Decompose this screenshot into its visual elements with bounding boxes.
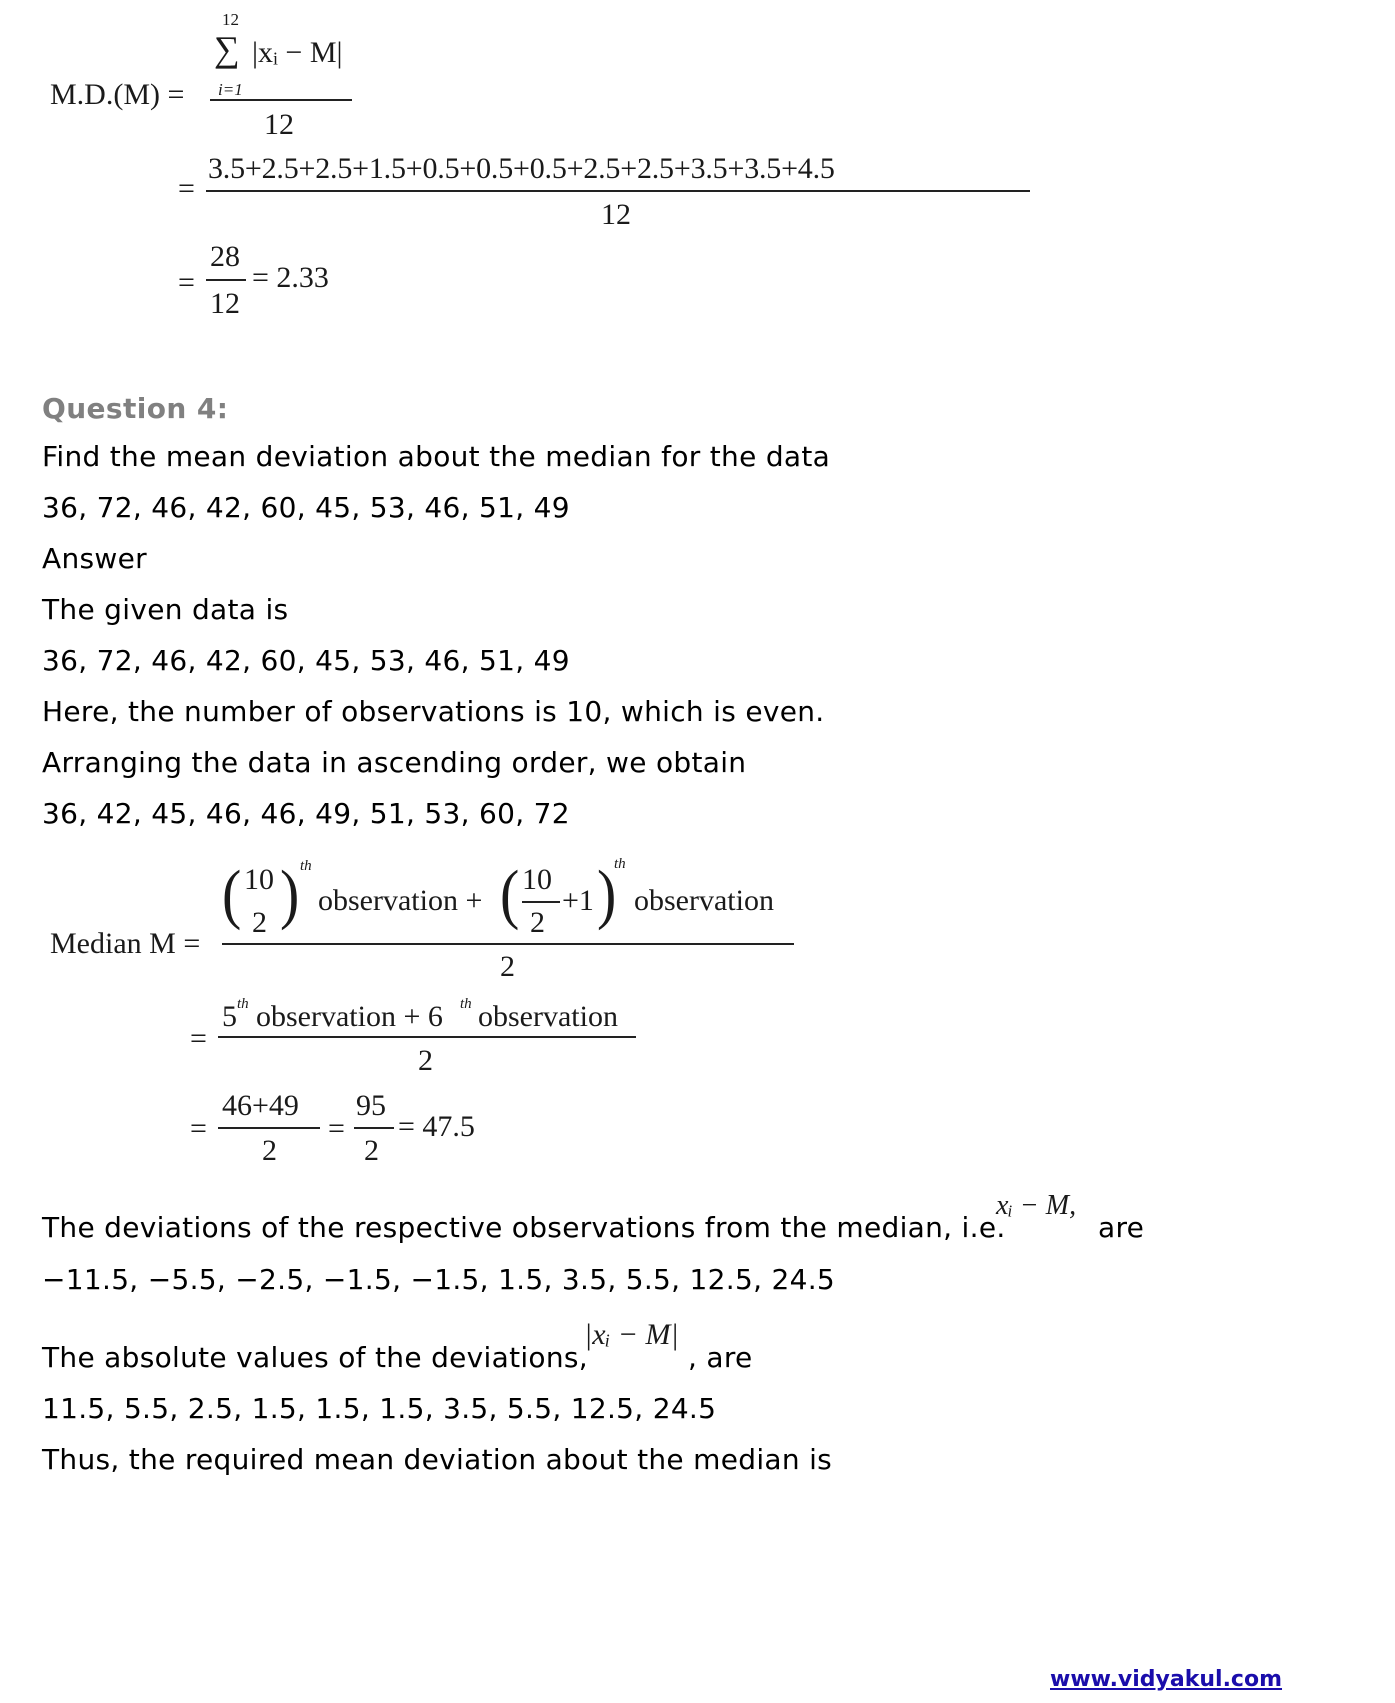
observation-plus: observation +	[318, 884, 483, 917]
sum-upper-limit: 12	[222, 10, 239, 29]
median-equals-2: =	[190, 1022, 207, 1055]
frac2-numerator: 10	[522, 863, 552, 896]
md-step3-fraction-line	[206, 279, 246, 281]
median-fraction-line	[222, 943, 794, 945]
md-step3-numerator: 28	[210, 240, 240, 273]
absolute-are: , are	[688, 1341, 753, 1374]
paren-open-2: (	[500, 856, 520, 931]
observation-label: observation	[634, 884, 774, 917]
md-equals-2: =	[178, 172, 195, 205]
step2-th-2: th	[460, 996, 472, 1012]
deviations-are: are	[1098, 1211, 1145, 1244]
paren-close-2: )	[597, 856, 617, 931]
md-lhs: M.D.(M) =	[50, 78, 185, 111]
median-step2-denominator: 2	[418, 1044, 433, 1077]
question-data: 36, 72, 46, 42, 60, 45, 53, 46, 51, 49	[42, 491, 570, 524]
step2-th-1: th	[237, 996, 249, 1012]
frac2-th: th	[614, 856, 626, 872]
median-lhs: Median M =	[50, 927, 201, 960]
footer-website-link[interactable]: www.vidyakul.com	[1050, 1667, 1283, 1692]
deviations-text: The deviations of the respective observations from the median, i.e.	[42, 1211, 1006, 1244]
sum-lower-limit: i=1	[218, 80, 243, 99]
paren-open-1: (	[222, 856, 242, 931]
frac1-denominator: 2	[252, 906, 267, 939]
step2-middle: observation + 6	[256, 1000, 443, 1033]
step3-equals: =	[328, 1112, 345, 1145]
md-step2-fraction-line	[206, 190, 1030, 192]
frac2-line	[522, 901, 560, 903]
step3-result: = 47.5	[398, 1110, 475, 1143]
step3-numerator: 46+49	[222, 1089, 299, 1122]
question-heading: Question 4:	[42, 392, 229, 425]
md-denominator: 12	[264, 108, 294, 141]
step2-end: observation	[478, 1000, 618, 1033]
deviations-values: −11.5, −5.5, −2.5, −1.5, −1.5, 1.5, 3.5, 5.5, 12.5, 24.5	[42, 1263, 836, 1296]
md-step2-numerator: 3.5+2.5+2.5+1.5+0.5+0.5+0.5+2.5+2.5+3.5+3.5+4.5	[208, 152, 835, 185]
sum-body: |xᵢ − M|	[252, 36, 343, 69]
frac1-numerator: 10	[244, 863, 274, 896]
absolute-text: The absolute values of the deviations,	[42, 1341, 588, 1374]
sigma-symbol: ∑	[214, 29, 240, 69]
median-step2-fraction-line	[218, 1036, 636, 1038]
answer-given-data: 36, 72, 46, 42, 60, 45, 53, 46, 51, 49	[42, 644, 570, 677]
conclusion-text: Thus, the required mean deviation about the median is	[42, 1443, 833, 1476]
step3-numerator-2: 95	[356, 1089, 386, 1122]
answer-count-note: Here, the number of observations is 10, which is even.	[42, 695, 825, 728]
answer-arrange-note: Arranging the data in ascending order, we obtain	[42, 746, 747, 779]
answer-label: Answer	[42, 542, 147, 575]
step3-denominator: 2	[262, 1134, 277, 1167]
frac2-denominator: 2	[530, 906, 545, 939]
md-fraction-line	[210, 99, 352, 101]
step3-denominator-2: 2	[364, 1134, 379, 1167]
step3-fraction-line-2	[354, 1127, 394, 1129]
md-equals-3: =	[178, 266, 195, 299]
absolute-symbol: |xᵢ − M|	[584, 1318, 679, 1351]
md-step3-denominator: 12	[210, 287, 240, 320]
md-step2-denominator: 12	[601, 198, 631, 231]
frac1-th: th	[300, 858, 312, 874]
answer-sorted-data: 36, 42, 45, 46, 46, 49, 51, 53, 60, 72	[42, 797, 570, 830]
median-equals-3: =	[190, 1112, 207, 1145]
absolute-values: 11.5, 5.5, 2.5, 1.5, 1.5, 1.5, 3.5, 5.5, 12.5, 24.5	[42, 1392, 717, 1425]
deviation-symbol: xᵢ − M,	[996, 1190, 1077, 1221]
step2-five: 5	[222, 1000, 237, 1033]
median-denominator: 2	[500, 950, 515, 983]
md-step3-result: = 2.33	[252, 261, 329, 294]
plus-one: +1	[562, 884, 594, 917]
step3-fraction-line-1	[218, 1127, 320, 1129]
answer-given: The given data is	[42, 593, 289, 626]
question-text: Find the mean deviation about the median for the data	[42, 440, 831, 473]
paren-close-1: )	[280, 856, 300, 931]
